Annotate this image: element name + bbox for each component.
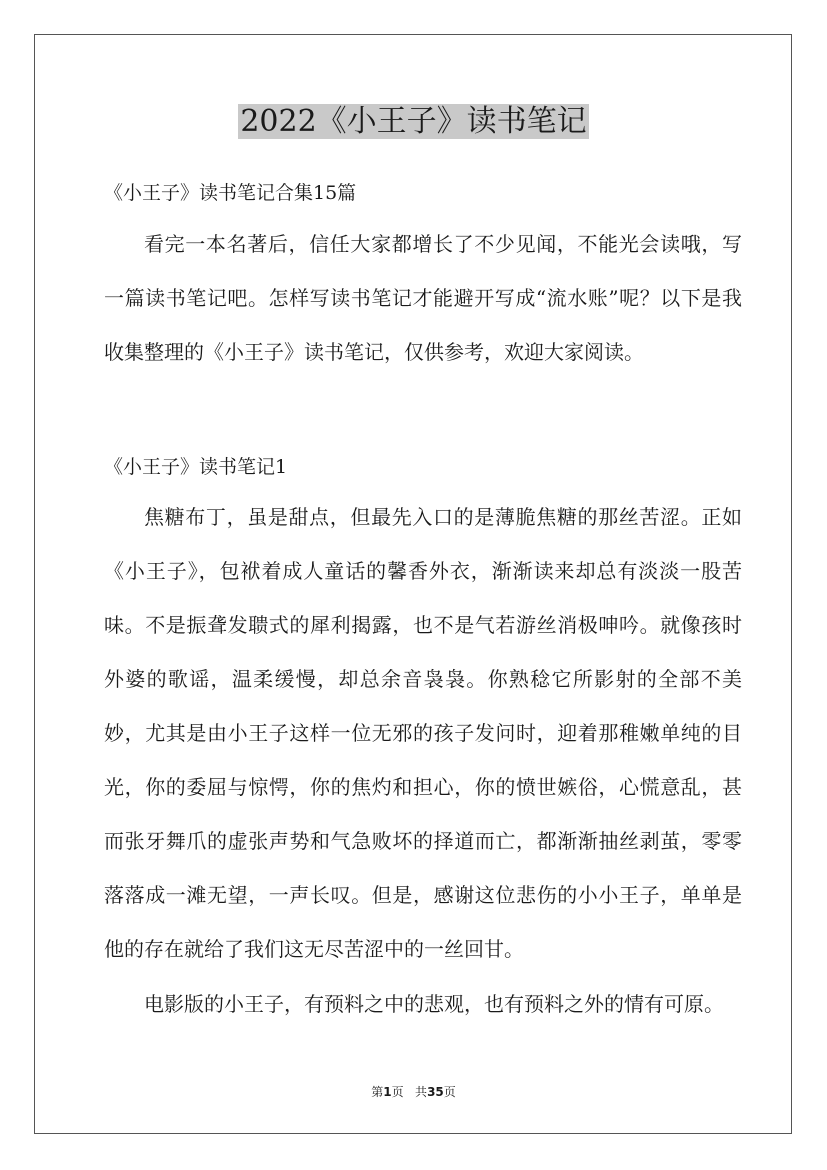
page-footer bbox=[0, 1083, 827, 1101]
document-title bbox=[0, 100, 827, 144]
total-pages: 35 bbox=[427, 1085, 444, 1099]
total-prefix: 共 bbox=[415, 1085, 428, 1099]
page-number: 1 bbox=[383, 1085, 392, 1099]
document-title-text: 2022《小王子》读书笔记 bbox=[240, 104, 587, 139]
page-suffix: 页 bbox=[391, 1085, 404, 1099]
total-suffix: 页 bbox=[443, 1085, 456, 1099]
page-prefix: 第 bbox=[371, 1085, 384, 1099]
section-heading: 《小王子》读书笔记1 bbox=[104, 456, 288, 478]
intro-paragraph: 看完一本名著后，信任大家都增长了不少见闻，不能光会读哦，写一篇读书笔记吧。怎样写读书笔记才能避开写成“流水账”呢？以下是我收集整理的《小王子》读书笔记，仅供参考，欢迎大家阅读。 bbox=[104, 232, 742, 364]
section-paragraph-2: 电影版的小王子，有预料之中的悲观，也有预料之外的情有可原。 bbox=[144, 992, 724, 1016]
section-paragraph-1: 焦糖布丁，虽是甜点，但最先入口的是薄脆焦糖的那丝苦涩。正如《小王子》，包袱着成人童话的馨香外衣，渐渐读来却总有淡淡一股苦味。不是振聋发聩式的犀利揭露，也不是气若游丝消极呻吟。就像孩时外婆的歌谣，温柔缓慢，却总余音袅袅。你熟稔它所影射的全部不美妙，尤其是由小王子这样一位无邪的孩子发问时，迎着那稚嫩单纯的目光，你的委屈与惊愕，你的焦灼和担心，你的愤世嫉俗，心慌意乱，甚而张牙舞爪的虚张声势和气急败坏的择道而亡，都渐渐抽丝剥茧，零零落落成一滩无望，一声长叹。但是，感谢这位悲伤的小小王子，单单是他的存在就给了我们这无尽苦涩中的一丝回甘。 bbox=[104, 505, 742, 961]
document-subtitle: 《小王子》读书笔记合集15篇 bbox=[104, 182, 357, 204]
